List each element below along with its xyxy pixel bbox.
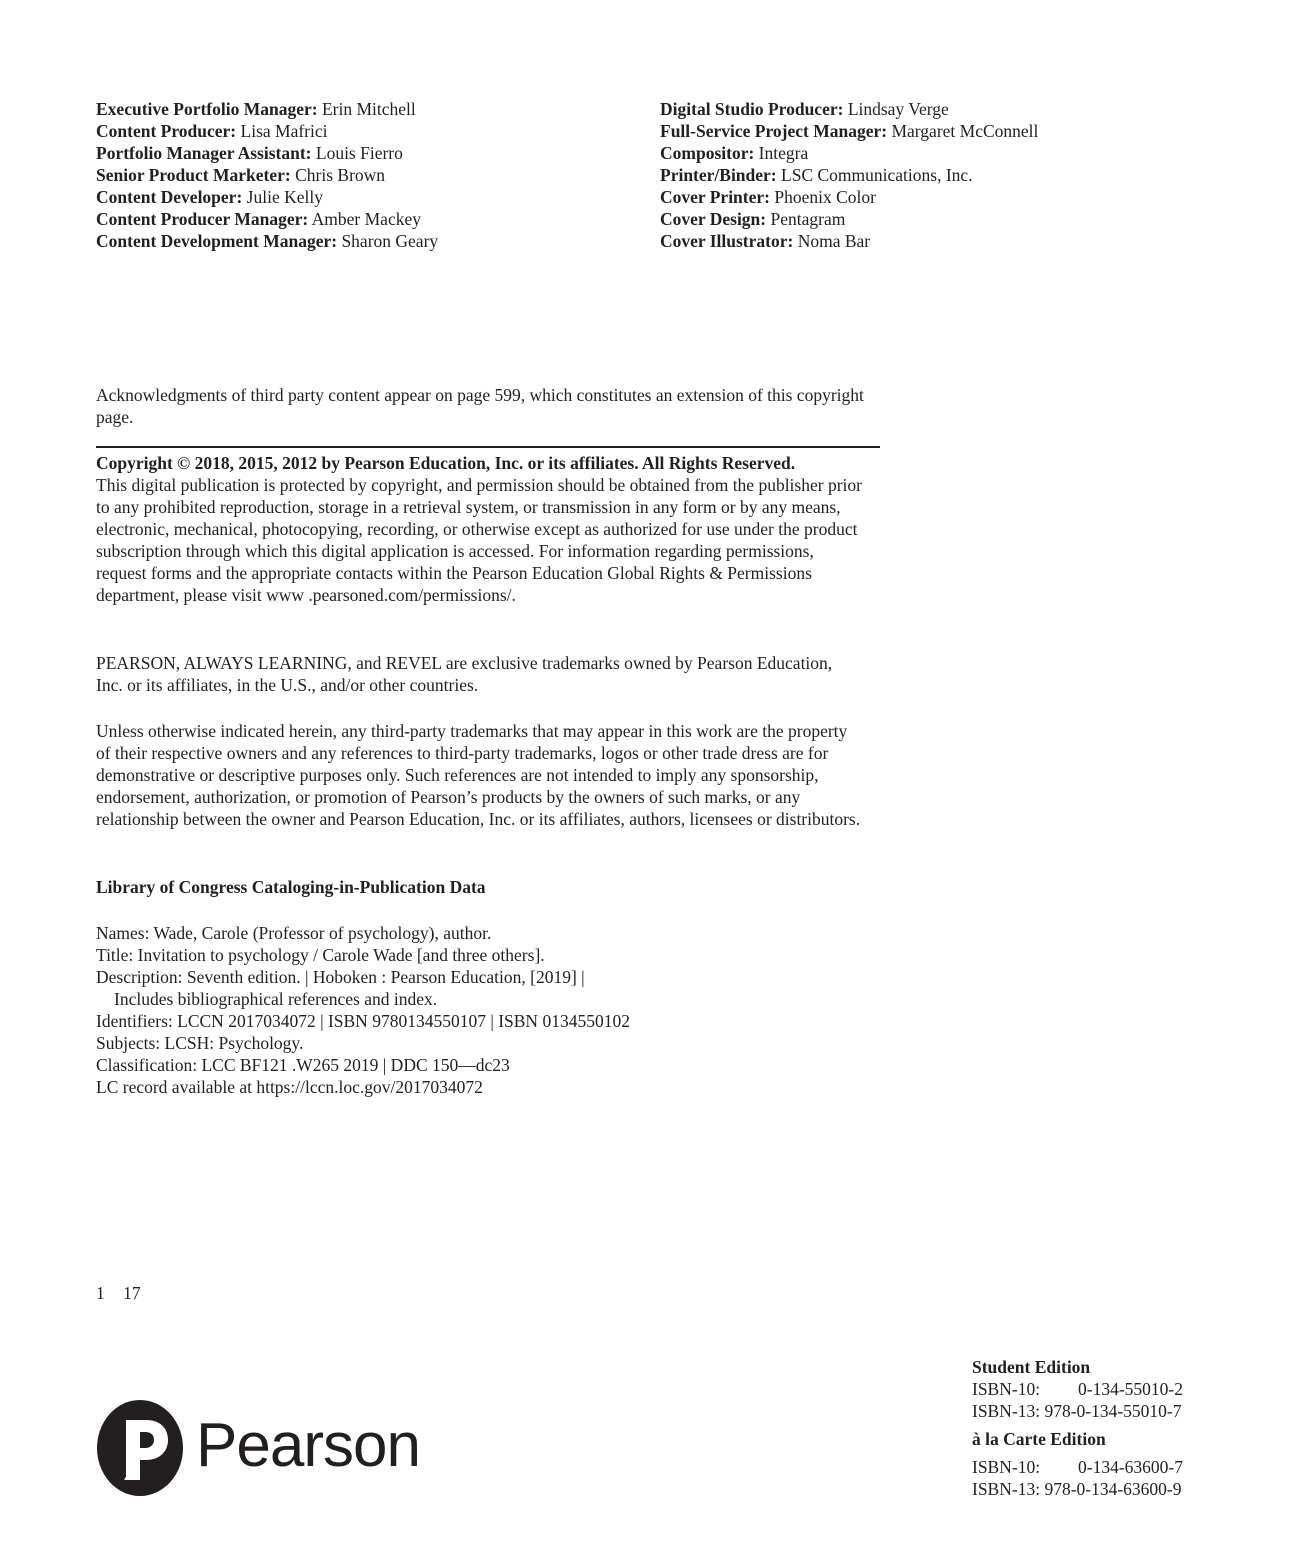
copyright-heading: Copyright © 2018, 2015, 2012 by Pearson Education, Inc. or its affiliates. All Rights Reserved. <box>96 453 796 473</box>
credit-line <box>96 98 636 120</box>
credit-role: Full-Service Project Manager: <box>660 121 888 141</box>
credit-role: Printer/Binder: <box>660 165 777 185</box>
credit-name: Integra <box>758 143 809 163</box>
credits-right-column <box>660 98 1220 252</box>
isbn10-label: ISBN-10: <box>972 1457 1041 1477</box>
credit-line <box>96 208 636 230</box>
credit-name: Margaret McConnell <box>891 121 1039 141</box>
credit-line <box>96 142 636 164</box>
credit-role: Compositor: <box>660 143 755 163</box>
isbn13-value: 978-0-134-55010-7 <box>1044 1401 1182 1421</box>
student-edition-title: Student Edition <box>972 1357 1091 1377</box>
credit-name: Julie Kelly <box>246 187 323 207</box>
cip-description-continued: Includes bibliographical references and index. <box>114 989 438 1009</box>
isbn10-value: 0-134-63600-7 <box>1078 1457 1183 1477</box>
credit-line <box>660 164 1220 186</box>
student-isbn13-row <box>972 1400 1232 1422</box>
cip-names: Names: Wade, Carole (Professor of psychology), author. <box>96 923 492 943</box>
credit-name: Amber Mackey <box>311 209 421 229</box>
credit-name: Sharon Geary <box>341 231 439 251</box>
carte-isbn10-row <box>972 1456 1232 1478</box>
credit-role: Content Developer: <box>96 187 243 207</box>
credit-name: Lisa Mafrici <box>240 121 328 141</box>
isbn13-value: 978-0-134-63600-9 <box>1044 1479 1182 1499</box>
credit-name: Louis Fierro <box>315 143 403 163</box>
credit-line <box>660 120 1220 142</box>
credit-line <box>660 230 1220 252</box>
cip-subjects: Subjects: LCSH: Psychology. <box>96 1033 304 1053</box>
pearson-trademarks-paragraph: PEARSON, ALWAYS LEARNING, and REVEL are exclusive trademarks owned by Pearson Education, Inc. or its affiliates, in the U.S., and/or other countries. <box>96 653 833 695</box>
credit-line <box>660 142 1220 164</box>
credit-role: Cover Design: <box>660 209 767 229</box>
cip-identifiers: Identifiers: LCCN 2017034072 | ISBN 9780134550107 | ISBN 0134550102 <box>96 1011 630 1031</box>
isbn13-label: ISBN-13: <box>972 1401 1041 1421</box>
credit-name: Lindsay Verge <box>847 99 949 119</box>
credit-role: Content Producer Manager: <box>96 209 309 229</box>
cip-heading-text: Library of Congress Cataloging-in-Publication Data <box>96 877 486 897</box>
isbn13-label: ISBN-13: <box>972 1479 1041 1499</box>
credit-line <box>660 98 1220 120</box>
carte-isbn13-row <box>972 1478 1232 1500</box>
carte-edition-title: à la Carte Edition <box>972 1429 1106 1449</box>
credit-name: Erin Mitchell <box>321 99 416 119</box>
credit-line <box>96 164 636 186</box>
cip-record: LC record available at https://lccn.loc.gov/2017034072 <box>96 1077 483 1097</box>
copyright-block <box>96 452 866 606</box>
cip-description: Description: Seventh edition. | Hoboken : Pearson Education, [2019] | <box>96 967 585 987</box>
credit-line <box>96 230 636 252</box>
credit-line <box>660 186 1220 208</box>
credit-role: Cover Illustrator: <box>660 231 794 251</box>
copyright-body: This digital publication is protected by copyright, and permission should be obtained from the publisher prior to any prohibited reproduction, storage in a retrieval system, or transmission in any form or by any means, electronic, mechanical, photocopying, recording, or otherwise except as authorized for use under the product subscription through which this digital application is accessed. For information regarding permissions, request forms and the appropriate contacts within the Pearson Education Global Rights & Permissions department, please visit www .pearsoned.com/permissions/. <box>96 475 862 605</box>
cip-heading <box>96 876 880 898</box>
third-party-trademarks-paragraph: Unless otherwise indicated herein, any third-party trademarks that may appear in this work are the property of their respective owners and any references to third-party trademarks, logos or other trade dress are for demonstrative or descriptive purposes only. Such references are not intended to imply any sponsorship, endorsement, authorization, or promotion of Pearson’s products by the owners of such marks, or any relationship between the owner and Pearson Education, Inc. or its affiliates, authors, licensees or distributors. <box>96 721 861 829</box>
pearson-logo <box>96 1398 426 1498</box>
isbn10-value: 0-134-55010-2 <box>1078 1379 1183 1399</box>
credit-role: Portfolio Manager Assistant: <box>96 143 312 163</box>
print-line-second: 17 <box>123 1283 141 1303</box>
divider-rule <box>96 446 880 448</box>
credit-name: Pentagram <box>770 209 846 229</box>
cip-title: Title: Invitation to psychology / Carole Wade [and three others]. <box>96 945 545 965</box>
carte-edition-isbns <box>972 1456 1232 1500</box>
pearson-wordmark: Pearson <box>196 1411 420 1480</box>
credit-name: Chris Brown <box>295 165 386 185</box>
credit-role: Senior Product Marketer: <box>96 165 291 185</box>
credit-line <box>96 120 636 142</box>
pearson-p-icon <box>96 1398 186 1498</box>
credit-role: Executive Portfolio Manager: <box>96 99 318 119</box>
credit-name: LSC Communications, Inc. <box>781 165 973 185</box>
carte-edition <box>972 1428 1232 1450</box>
student-isbn10-row <box>972 1378 1232 1400</box>
acknowledgments-paragraph: Acknowledgments of third party content appear on page 599, which constitutes an extension of this copyright page. <box>96 385 864 427</box>
credit-name: Noma Bar <box>797 231 871 251</box>
credit-role: Cover Printer: <box>660 187 770 207</box>
credit-role: Content Development Manager: <box>96 231 338 251</box>
credit-role: Digital Studio Producer: <box>660 99 844 119</box>
credits-left-column <box>96 98 636 252</box>
credit-role: Content Producer: <box>96 121 237 141</box>
credit-line <box>96 186 636 208</box>
credit-name: Phoenix Color <box>774 187 876 207</box>
cip-data <box>96 922 880 1098</box>
student-edition <box>972 1356 1232 1422</box>
print-line-first: 1 <box>96 1283 105 1303</box>
cip-classification: Classification: LCC BF121 .W265 2019 | DDC 150—dc23 <box>96 1055 510 1075</box>
credit-line <box>660 208 1220 230</box>
print-line <box>96 1282 141 1304</box>
isbn10-label: ISBN-10: <box>972 1379 1041 1399</box>
